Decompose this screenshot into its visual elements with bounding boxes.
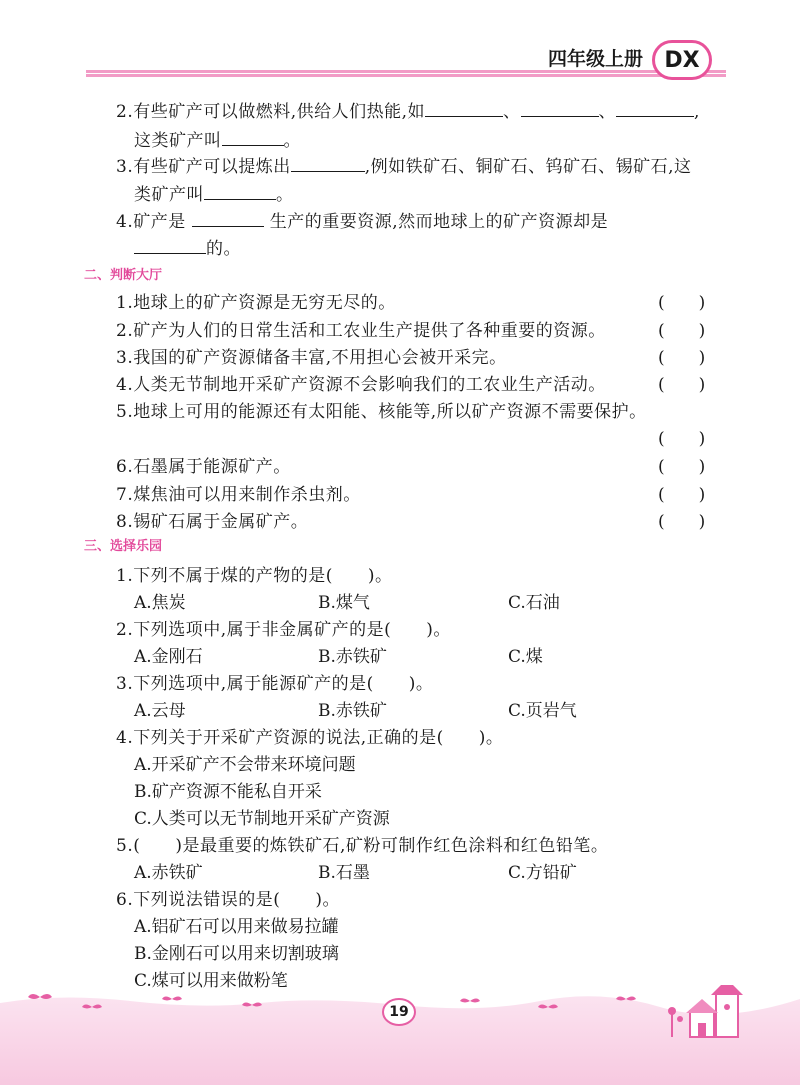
fill-q2-text2: 这类矿产叫: [134, 131, 222, 151]
judge-item-3: 3.我国的矿产资源储备丰富,不用担心会被开采完。: [116, 348, 507, 368]
choice-q5-option-a[interactable]: A.赤铁矿: [134, 863, 203, 883]
judge-item-5: 5.地球上可用的能源还有太阳能、核能等,所以矿产资源不需要保护。: [116, 402, 647, 422]
choice-q6-option-a[interactable]: A.铝矿石可以用来做易拉罐: [134, 917, 339, 937]
judge-answer-6[interactable]: ( ): [658, 457, 706, 477]
choice-q3: 3.下列选项中,属于能源矿产的是( )。: [116, 674, 434, 694]
fill-blank[interactable]: [222, 129, 284, 146]
choice-q6-option-c[interactable]: C.煤可以用来做粉笔: [134, 971, 288, 991]
choice-q1-option-c[interactable]: C.石油: [508, 593, 560, 613]
choice-q3-option-c[interactable]: C.页岩气: [508, 701, 577, 721]
fill-blank[interactable]: [616, 100, 694, 117]
choice-title: 三、选择乐园: [84, 539, 163, 554]
judge-item-7: 7.煤焦油可以用来制作杀虫剂。: [116, 485, 361, 505]
judge-answer-7[interactable]: ( ): [658, 485, 706, 505]
judge-answer-5[interactable]: ( ): [658, 429, 706, 449]
fill-blank[interactable]: [204, 183, 276, 200]
header-rule: [86, 70, 726, 77]
fill-sep: ,: [694, 102, 700, 122]
choice-q2-option-a[interactable]: A.金刚石: [134, 647, 203, 667]
choice-q6: 6.下列说法错误的是( )。: [116, 890, 340, 910]
grade-label: 四年级上册: [548, 48, 644, 70]
judge-answer-4[interactable]: ( ): [658, 375, 706, 395]
fill-q4-line1: [116, 207, 608, 232]
fill-sep: 、: [503, 102, 521, 122]
fill-q4-text2: 生产的重要资源,然而地球上的矿产资源却是: [269, 212, 609, 232]
choice-q5-option-b[interactable]: B.石墨: [318, 863, 370, 883]
judge-item-2: 2.矿产为人们的日常生活和工农业生产提供了各种重要的资源。: [116, 321, 606, 341]
choice-q2: 2.下列选项中,属于非金属矿产的是( )。: [116, 620, 451, 640]
fill-sep: 、: [598, 102, 617, 122]
choice-q4-option-a[interactable]: A.开采矿产不会带来环境问题: [134, 755, 356, 775]
judge-answer-3[interactable]: ( ): [658, 348, 706, 368]
choice-q1: 1.下列不属于煤的产物的是( )。: [116, 566, 393, 586]
judge-item-4: 4.人类无节制地开采矿产资源不会影响我们的工农业生产活动。: [116, 375, 606, 395]
fill-q2-text: 2.有些矿产可以做燃料,供给人们热能,如: [116, 102, 426, 122]
fill-q3-text: 3.有些矿产可以提炼出: [116, 157, 291, 177]
choice-q4-option-b[interactable]: B.矿产资源不能私自开采: [134, 782, 322, 802]
judge-answer-8[interactable]: ( ): [658, 512, 706, 532]
fill-q3-text2: ,例如铁矿石、铜矿石、钨矿石、锡矿石,这: [364, 157, 692, 177]
fill-q2-line1: [116, 97, 700, 122]
choice-q4-option-c[interactable]: C.人类可以无节制地开采矿产资源: [134, 809, 390, 829]
fill-blank[interactable]: [134, 237, 206, 254]
choice-q2-option-b[interactable]: B.赤铁矿: [318, 647, 387, 667]
judge-answer-1[interactable]: ( ): [658, 293, 706, 313]
fill-blank[interactable]: [521, 100, 599, 117]
choice-q4: 4.下列关于开采矿产资源的说法,正确的是( )。: [116, 728, 504, 748]
choice-q3-option-b[interactable]: B.赤铁矿: [318, 701, 387, 721]
choice-q6-option-b[interactable]: B.金刚石可以用来切割玻璃: [134, 944, 339, 964]
fill-blank[interactable]: [192, 210, 264, 227]
fill-q3-text3: 类矿产叫: [134, 185, 204, 205]
fill-blank[interactable]: [291, 155, 365, 172]
judge-title: 二、判断大厅: [84, 268, 163, 283]
choice-q2-option-c[interactable]: C.煤: [508, 647, 543, 667]
edition-badge-text: DX: [664, 47, 700, 73]
choice-q1-option-a[interactable]: A.焦炭: [134, 593, 186, 613]
choice-q3-option-a[interactable]: A.云母: [134, 701, 186, 721]
page-number: 19: [389, 1004, 409, 1020]
fill-q4-text3: 的。: [206, 239, 241, 259]
fill-q3-line2: [134, 180, 294, 205]
fill-end: 。: [276, 185, 294, 205]
fill-end: 。: [283, 131, 301, 151]
fill-q3-line1: [116, 152, 692, 177]
fill-q2-line2: [134, 126, 301, 151]
house-icon: [686, 985, 743, 1037]
fill-blank[interactable]: [425, 100, 503, 117]
judge-answer-2[interactable]: ( ): [658, 321, 706, 341]
fill-q4-line2: [134, 234, 241, 259]
judge-item-8: 8.锡矿石属于金属矿产。: [116, 512, 309, 532]
fill-q4-text: 4.矿产是: [116, 212, 186, 232]
judge-item-1: 1.地球上的矿产资源是无穷无尽的。: [116, 293, 396, 313]
choice-q1-option-b[interactable]: B.煤气: [318, 593, 370, 613]
judge-item-6: 6.石墨属于能源矿产。: [116, 457, 291, 477]
choice-q5: 5.( )是最重要的炼铁矿石,矿粉可制作红色涂料和红色铅笔。: [116, 836, 609, 856]
choice-q5-option-c[interactable]: C.方铅矿: [508, 863, 577, 883]
edition-badge: [652, 40, 712, 80]
